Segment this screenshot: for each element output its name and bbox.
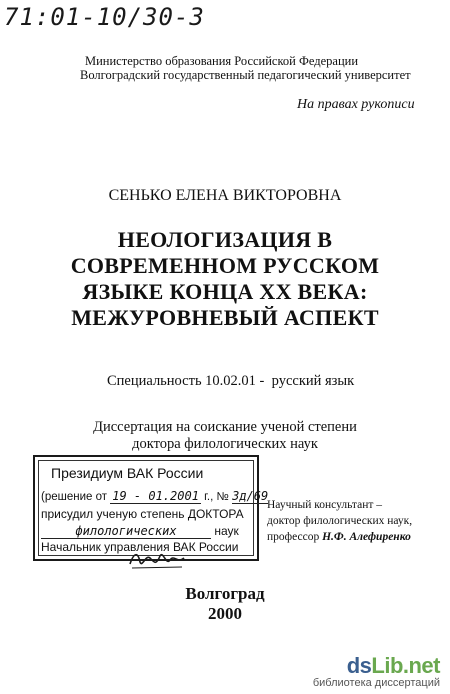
stamp-decision-mid: г., № (204, 491, 229, 503)
stamp-decision-line (41, 489, 268, 504)
dslib-watermark (313, 655, 440, 690)
title-line: СОВРЕМЕННОМ РУССКОМ (70, 253, 380, 278)
consultant-title: профессор (267, 531, 320, 543)
year: 2000 (208, 604, 242, 623)
consultant-name: Н.Ф. Алефиренко (322, 531, 411, 543)
watermark-tagline: библиотека диссертаций (312, 677, 440, 689)
title-line: МЕЖУРОВНЕВЫЙ АСПЕКТ (71, 305, 379, 330)
consultant-line: доктор филологических наук, (267, 515, 413, 527)
title-line: НЕОЛОГИЗАЦИЯ В (117, 227, 333, 252)
degree-block (0, 419, 450, 453)
stamp-field-line (41, 524, 239, 539)
rights-note: На правах рукописи (297, 97, 415, 112)
watermark-lib: Lib.net (371, 653, 440, 678)
city: Волгоград (185, 584, 265, 603)
watermark-logo (313, 655, 440, 677)
consultant-line: Научный консультант – (267, 499, 382, 511)
specialty-line: Специальность 10.02.01 - русский язык (107, 373, 355, 389)
stamp-decision-prefix: (решение от (41, 491, 108, 503)
stamp-title: Президиум ВАК России (51, 465, 204, 481)
author-name: СЕНЬКО ЕЛЕНА ВИКТОРОВНА (108, 187, 342, 204)
degree-line: Диссертация на соискание ученой степени (93, 419, 357, 435)
university-line: Волгоградский государственный педагогический университет (80, 68, 411, 82)
vak-stamp (33, 455, 269, 561)
watermark-ds: ds (346, 653, 372, 678)
consultant-block (267, 497, 412, 545)
title-line: ЯЗЫКЕ КОНЦА XX ВЕКА: (82, 279, 368, 304)
consultant-line (267, 529, 412, 545)
degree-line: доктора филологических наук (132, 436, 318, 452)
stamp-field-suffix: наук (214, 524, 239, 538)
stamp-head: Начальник управления ВАК России (41, 540, 239, 554)
dissertation-title (0, 227, 450, 331)
stamp-signature (128, 548, 188, 572)
stamp-field: филологических (41, 524, 211, 539)
stamp-decision-date: 19 - 01.2001 (112, 489, 199, 503)
stamp-decision-number: 3д/69 (232, 489, 269, 503)
ministry-line: Министерство образования Российской Федерации (85, 54, 359, 68)
handwritten-code: 71:01-10/30-3 (4, 3, 205, 31)
stamp-awarded: присудил ученую степень ДОКТОРА (41, 507, 244, 521)
